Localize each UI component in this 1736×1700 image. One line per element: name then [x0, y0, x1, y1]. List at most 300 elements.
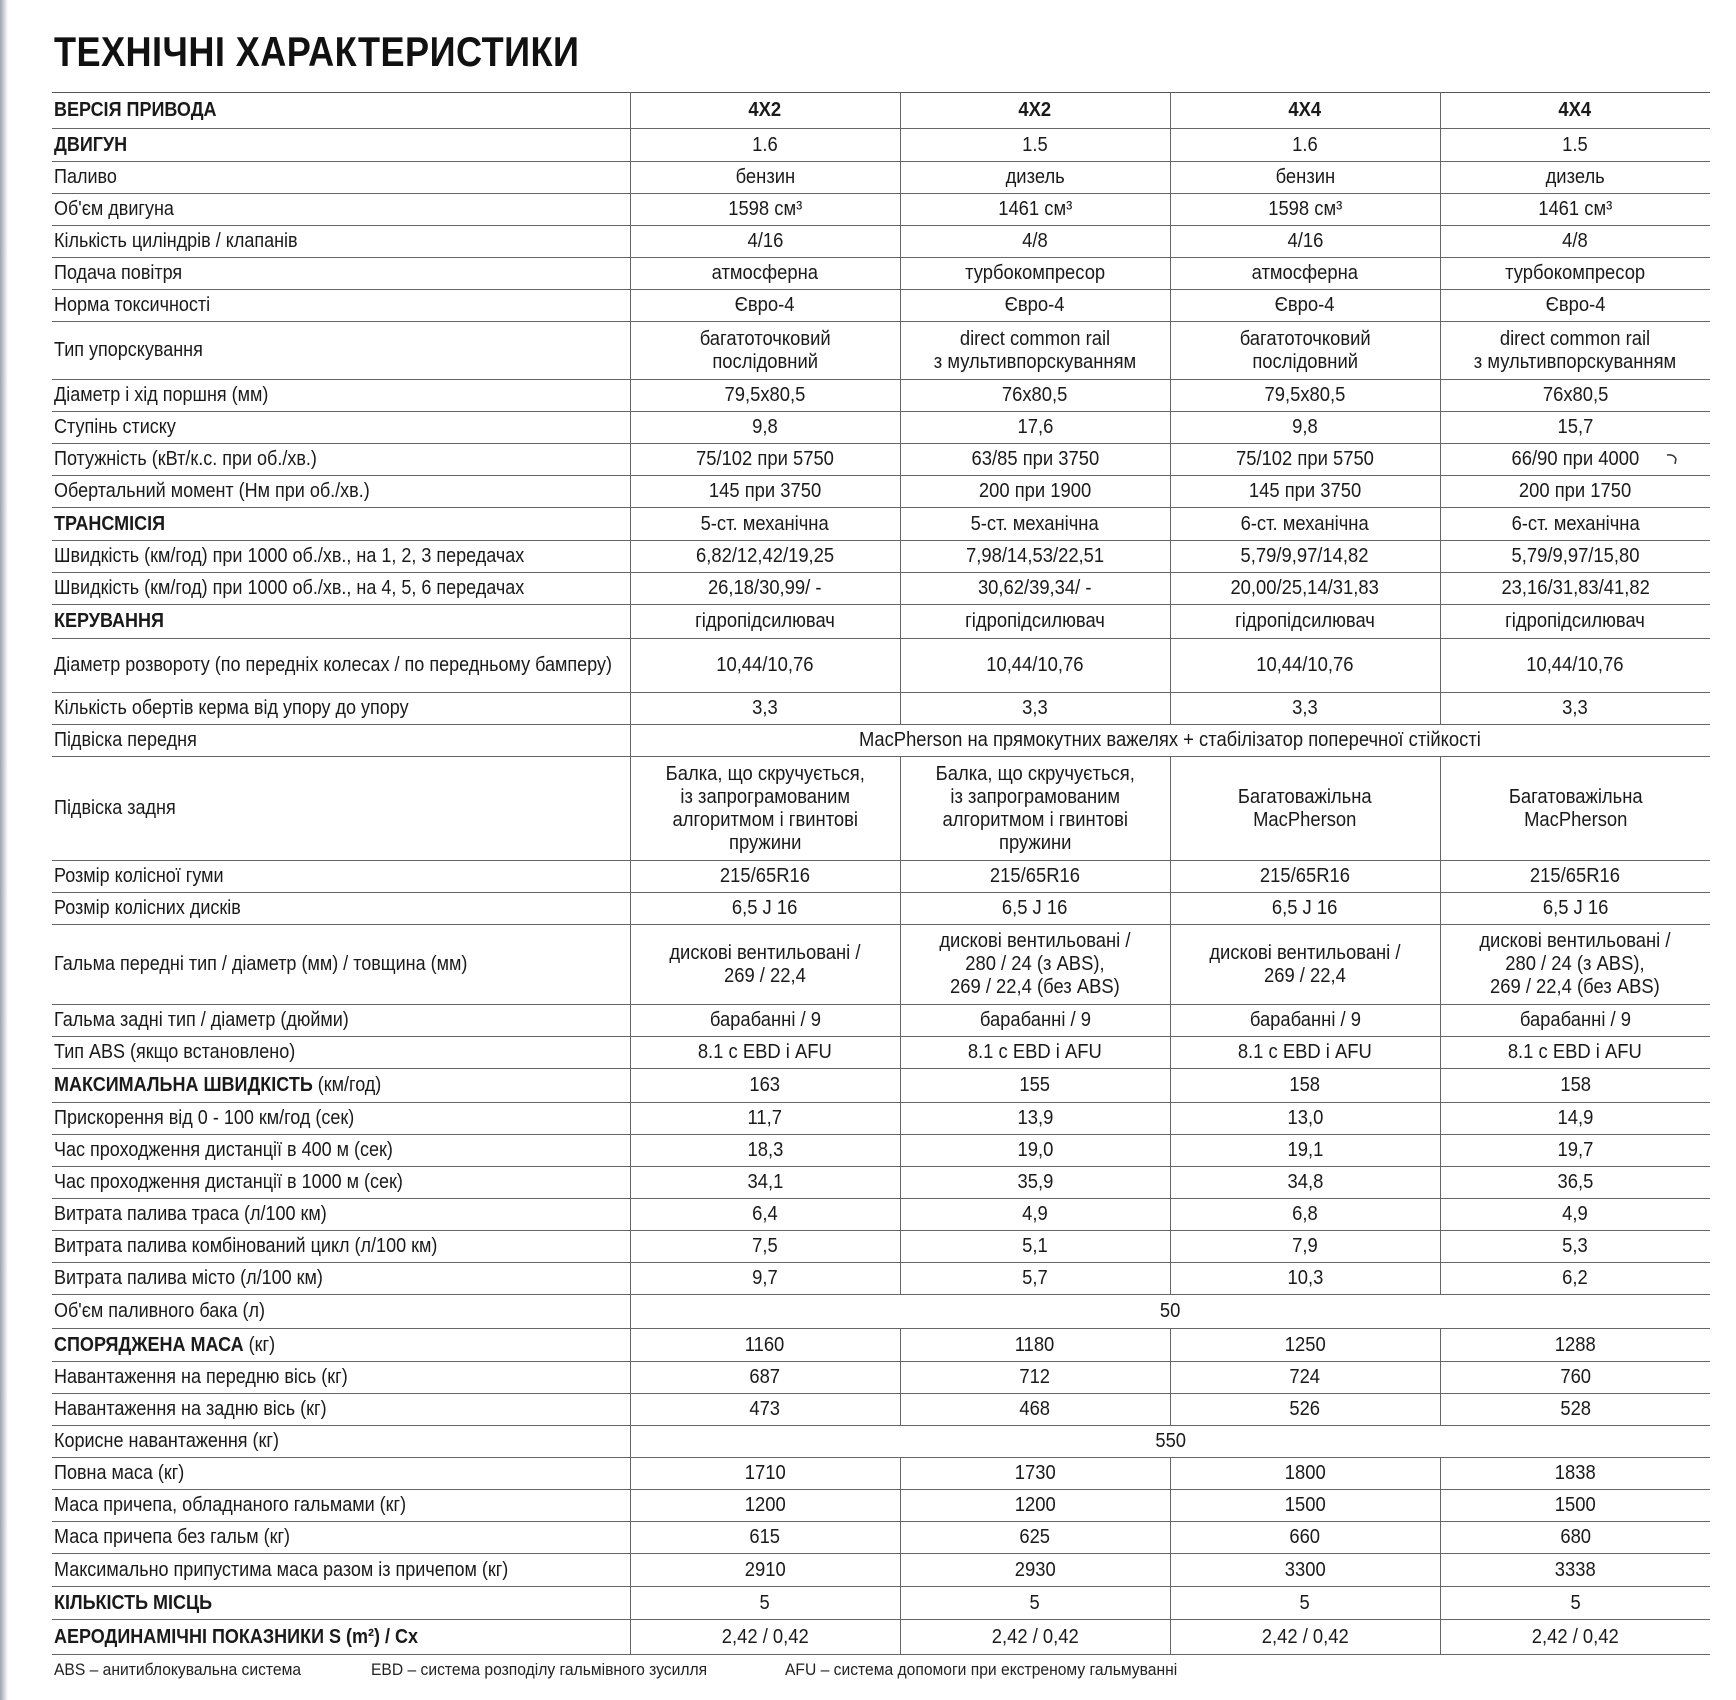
spec-value-text: 1730: [1014, 1462, 1056, 1484]
spec-value-text: дискові вентильовані / 269 / 22,4: [669, 941, 861, 987]
spec-value-text: 1.5: [1562, 133, 1589, 156]
spec-value-text: 15,7: [1557, 416, 1594, 438]
spec-value-text: дизель: [1545, 166, 1605, 188]
spec-row: [52, 1522, 1710, 1554]
spec-value: [900, 1329, 1170, 1362]
spec-row: [52, 93, 1710, 129]
spec-label: [52, 1362, 630, 1394]
spec-value-text: MacPherson на прямокутних важелях + стабілізатор поперечної стійкості: [859, 729, 1482, 751]
spec-label-text: Тип упорскування: [54, 339, 203, 361]
spec-label-text: Підвіска задня: [54, 797, 176, 819]
spec-value: [1440, 322, 1710, 380]
spec-value-text: 19,0: [1017, 1139, 1053, 1161]
spec-value-text: 473: [749, 1398, 781, 1420]
spec-value-text: 1838: [1554, 1462, 1596, 1484]
spec-value-text: 4X4: [1558, 99, 1592, 121]
spec-value-text: 2930: [1014, 1558, 1056, 1581]
spec-value: [630, 1263, 900, 1295]
spec-label-text: Навантаження на задню вісь (кг): [54, 1398, 327, 1420]
spec-value: [1170, 639, 1440, 693]
spec-value-text: 680: [1559, 1526, 1591, 1548]
spec-value-text: багатоточковий послідовний: [699, 327, 831, 373]
pen-mark-icon: [1666, 452, 1680, 466]
spec-label-group: [54, 1334, 275, 1357]
spec-value: [630, 605, 900, 639]
spec-value: [1440, 1103, 1710, 1135]
spec-value-text: Багатоважільна MacPherson: [1508, 785, 1643, 831]
spec-value: [1170, 322, 1440, 380]
spec-value-text: 158: [1559, 1074, 1591, 1096]
spec-row: [52, 1426, 1710, 1458]
spec-label-text: КЕРУВАННЯ: [54, 610, 164, 632]
spec-label: [52, 861, 630, 893]
spec-value: [1440, 573, 1710, 605]
spec-value-text: 5: [1029, 1591, 1041, 1614]
spec-value: [630, 541, 900, 573]
spec-value: [1440, 226, 1710, 258]
spec-value-text: 50: [1160, 1300, 1181, 1322]
spec-value: [1170, 1199, 1440, 1231]
spec-value: [1170, 573, 1440, 605]
spec-value-text: 10,44/10,76: [1256, 654, 1354, 676]
spec-label-text: Потужність (кВт/к.с. при об./хв.): [54, 448, 317, 470]
spec-value: [1440, 508, 1710, 541]
spec-row: [52, 1135, 1710, 1167]
spec-label-text: Гальма задні тип / діаметр (дюйми): [54, 1009, 349, 1031]
spec-value-text: дискові вентильовані / 280 / 24 (з ABS), 269 / 22,4 (без ABS): [1479, 930, 1671, 998]
spec-value-text: 6-ст. механічна: [1511, 512, 1640, 535]
spec-value-text: бензин: [735, 166, 795, 188]
spec-row: [52, 1394, 1710, 1426]
spec-value-text: 7,98/14,53/22,51: [965, 545, 1105, 567]
spec-row: [52, 861, 1710, 893]
spec-row: [52, 1362, 1710, 1394]
spec-value-text: 6,82/12,42/19,25: [695, 545, 835, 567]
spec-row: [52, 1295, 1710, 1329]
spec-value-text: 13,0: [1287, 1107, 1323, 1129]
spec-label-text: Діаметр розвороту (по передніх колесах / по передньому бамперу): [54, 654, 612, 676]
spec-label-group: [54, 1074, 381, 1097]
spec-value-text: 200 при 1750: [1519, 480, 1632, 502]
spec-value: [1440, 925, 1710, 1005]
spec-row: [52, 541, 1710, 573]
spec-value-text: 18,3: [747, 1139, 783, 1161]
spec-value: [1440, 605, 1710, 639]
spec-row: [52, 1037, 1710, 1069]
spec-value: [900, 226, 1170, 258]
spec-value-text: 79,5x80,5: [724, 384, 806, 406]
spec-value: [630, 258, 900, 290]
spec-value-text: 1.6: [752, 133, 778, 156]
spec-value: [1440, 1490, 1710, 1522]
spec-value-text: 5-ст. механічна: [700, 512, 830, 535]
spec-label-text: Розмір колісних дисків: [54, 897, 241, 919]
spec-value: [900, 1522, 1170, 1554]
spec-value-text: 4/16: [1287, 230, 1323, 252]
spec-row: [52, 476, 1710, 508]
spec-value: [900, 380, 1170, 412]
spec-value-text: 34,1: [747, 1171, 783, 1193]
spec-value: [1170, 258, 1440, 290]
spec-label: [52, 1037, 630, 1069]
spec-value: [900, 757, 1170, 861]
spec-row: [52, 893, 1710, 925]
spec-value-text: 10,44/10,76: [1526, 654, 1624, 676]
spec-value: [630, 693, 900, 725]
spec-value: [630, 861, 900, 893]
spec-label: [52, 380, 630, 412]
spec-value: [630, 925, 900, 1005]
spec-value-text: дискові вентильовані / 280 / 24 (з ABS), 269 / 22,4 (без ABS): [939, 930, 1131, 998]
spec-value: [1170, 541, 1440, 573]
spec-value-text: барабанні / 9: [1519, 1009, 1631, 1031]
spec-value: [900, 1263, 1170, 1295]
spec-value: [1440, 541, 1710, 573]
spec-label: [52, 1295, 630, 1329]
spec-value: [1170, 1522, 1440, 1554]
spec-label-text: Гальма передні тип / діаметр (мм) / товщина (мм): [54, 953, 468, 975]
spec-value: [900, 1394, 1170, 1426]
spec-value: [630, 573, 900, 605]
spec-value-text: Євро-4: [1005, 294, 1065, 316]
spec-label: [52, 1458, 630, 1490]
spec-value: [1170, 1037, 1440, 1069]
spec-value: [900, 639, 1170, 693]
spec-value: [900, 573, 1170, 605]
spec-value-text: 2,42 / 0,42: [1261, 1625, 1349, 1648]
spec-value-text: 5,79/9,97/14,82: [1241, 545, 1369, 567]
spec-value: [1440, 1522, 1710, 1554]
spec-value-text: 19,1: [1287, 1139, 1323, 1161]
spec-value: [1170, 1263, 1440, 1295]
spec-row: [52, 162, 1710, 194]
spec-value-text: 5: [1570, 1591, 1581, 1614]
spec-value-text: 3300: [1284, 1558, 1326, 1581]
spec-label: [52, 1167, 630, 1199]
spec-value: [1440, 693, 1710, 725]
spec-label-text: Норма токсичності: [54, 294, 211, 316]
spec-value-text: 1288: [1554, 1333, 1596, 1356]
spec-value-text: 1160: [745, 1333, 785, 1356]
spec-label-text: Ступінь стиску: [54, 416, 176, 438]
spec-value-text: 34,8: [1287, 1171, 1323, 1193]
spec-value: [1440, 1587, 1710, 1620]
spec-value-text: барабанні / 9: [979, 1009, 1091, 1031]
spec-value-text: 10,3: [1287, 1267, 1323, 1289]
spec-row: [52, 380, 1710, 412]
spec-value: [1170, 1554, 1440, 1587]
spec-value: [1440, 1005, 1710, 1037]
spec-label: [52, 1426, 630, 1458]
spec-value: [1170, 1069, 1440, 1103]
spec-value: [630, 639, 900, 693]
spec-value: [1440, 412, 1710, 444]
spec-value: [900, 1199, 1170, 1231]
spec-value: [1170, 1231, 1440, 1263]
spec-label: [52, 693, 630, 725]
spec-value-text: турбокомпресор: [1505, 262, 1646, 284]
spec-value-text: 8.1 с EBD і AFU: [1238, 1041, 1372, 1063]
spec-label-text: Кількість циліндрів / клапанів: [54, 230, 298, 252]
spec-value: [630, 1037, 900, 1069]
spec-value: [900, 1490, 1170, 1522]
spec-value-text: 11,7: [747, 1107, 783, 1129]
spec-value: [1170, 380, 1440, 412]
spec-label-text: Об'єм паливного бака (л): [54, 1300, 266, 1322]
spec-value: [630, 1329, 900, 1362]
spec-row: [52, 1167, 1710, 1199]
spec-row: [52, 605, 1710, 639]
spec-value: [1440, 1458, 1710, 1490]
spec-value: [630, 1135, 900, 1167]
spec-value: [1440, 194, 1710, 226]
spec-value-text: 625: [1019, 1526, 1051, 1548]
spec-value-text: 5: [1299, 1591, 1311, 1614]
spec-value-text: 3,3: [1562, 697, 1589, 719]
spec-value-text: 724: [1289, 1366, 1321, 1388]
spec-value-text: 1710: [744, 1462, 786, 1484]
spec-value-text: 3338: [1554, 1558, 1596, 1581]
spec-label-text: Підвіска передня: [54, 729, 197, 751]
spec-value-text: барабанні / 9: [709, 1009, 821, 1031]
spec-value: [630, 194, 900, 226]
spec-row: [52, 1587, 1710, 1620]
spec-value-text: 5,79/9,97/15,80: [1511, 545, 1640, 567]
spec-value: [900, 1005, 1170, 1037]
spec-value: [1440, 1394, 1710, 1426]
spec-value-text: 6,5 J 16: [732, 897, 798, 919]
spec-value: [630, 412, 900, 444]
spec-label-text: КІЛЬКІСТЬ МІСЦЬ: [54, 1591, 213, 1614]
spec-value-text: 36,5: [1557, 1171, 1594, 1193]
spec-value-text: 8.1 с EBD і AFU: [698, 1041, 832, 1063]
spec-value-text: direct common rail з мультивпорскуванням: [933, 327, 1137, 373]
spec-value: [630, 1069, 900, 1103]
spec-value-text: 8.1 с EBD і AFU: [1508, 1041, 1643, 1063]
spec-value: [1170, 861, 1440, 893]
spec-value-text: 158: [1289, 1074, 1321, 1096]
spec-label-text: Час проходження дистанції в 400 м (сек): [54, 1139, 393, 1161]
spec-value: [630, 508, 900, 541]
spec-value-text: гідропідсилювач: [1505, 610, 1646, 632]
spec-value: [630, 162, 900, 194]
spec-value: [1170, 1167, 1440, 1199]
spec-value-text: 13,9: [1017, 1107, 1053, 1129]
spec-label-text: Витрата палива місто (л/100 км): [54, 1267, 323, 1289]
spec-value: [1440, 893, 1710, 925]
spec-value: [630, 757, 900, 861]
spec-label: [52, 757, 630, 861]
spec-value: [630, 1458, 900, 1490]
spec-value-text: 7,9: [1292, 1235, 1318, 1257]
spec-label-text: Витрата палива траса (л/100 км): [54, 1203, 327, 1225]
spec-value: [900, 1587, 1170, 1620]
spec-value: [1170, 162, 1440, 194]
spec-value-text: 4X2: [1018, 99, 1052, 121]
spec-value-text: 6,4: [752, 1203, 778, 1225]
spec-row: [52, 1620, 1710, 1655]
spec-value: [1170, 1587, 1440, 1620]
spec-value: [630, 893, 900, 925]
spec-label: [52, 1103, 630, 1135]
spec-row: [52, 508, 1710, 541]
spec-value: [900, 476, 1170, 508]
spec-value: [900, 1231, 1170, 1263]
spec-value-text: барабанні / 9: [1249, 1009, 1361, 1031]
spec-value: [1440, 639, 1710, 693]
spec-value-text: Євро-4: [735, 294, 795, 316]
spec-value: [900, 1362, 1170, 1394]
spec-value: [1440, 1037, 1710, 1069]
spec-value: [900, 1069, 1170, 1103]
spec-value: [1170, 476, 1440, 508]
spec-row: [52, 1069, 1710, 1103]
spec-value: [1440, 1199, 1710, 1231]
spec-value-text: 8.1 с EBD і AFU: [968, 1041, 1102, 1063]
spec-label: [52, 1620, 630, 1655]
spec-value: [630, 290, 900, 322]
spec-value-text: 3,3: [752, 697, 778, 719]
spec-row: [52, 290, 1710, 322]
footnote-ebd: EBD – система розподілу гальмівного зусилля: [371, 1660, 708, 1679]
spec-value: [900, 508, 1170, 541]
spec-label: [52, 1005, 630, 1037]
spec-value-text: 550: [1154, 1430, 1186, 1452]
spec-value-text: 1500: [1284, 1494, 1326, 1516]
spec-value-text: 1250: [1284, 1333, 1326, 1356]
spec-value-merged: [630, 1295, 1710, 1329]
spec-value-text: 215/65R16: [1530, 865, 1621, 887]
spec-label: [52, 541, 630, 573]
spec-value: [630, 1231, 900, 1263]
spec-value-text: 4,9: [1562, 1203, 1589, 1225]
spec-value-text: Євро-4: [1545, 294, 1606, 316]
spec-value: [1440, 757, 1710, 861]
spec-value: [1170, 693, 1440, 725]
spec-value: [900, 861, 1170, 893]
spec-value-text: 3,3: [1022, 697, 1048, 719]
spec-row: [52, 129, 1710, 162]
spec-value-merged: [630, 1426, 1710, 1458]
spec-value-text: 2,42 / 0,42: [991, 1625, 1079, 1648]
spec-value-text: 2,42 / 0,42: [721, 1625, 809, 1648]
spec-row: [52, 258, 1710, 290]
spec-value: [1170, 226, 1440, 258]
spec-label-text: ВЕРСІЯ ПРИВОДА: [54, 99, 217, 121]
spec-label: [52, 508, 630, 541]
spec-value: [900, 925, 1170, 1005]
spec-value: [630, 444, 900, 476]
spec-value: [1170, 194, 1440, 226]
spec-value: [1440, 380, 1710, 412]
spec-value: [1170, 508, 1440, 541]
spec-value-text: 17,6: [1017, 416, 1053, 438]
spec-row: [52, 757, 1710, 861]
spec-row: [52, 322, 1710, 380]
spec-label-text: Маса причепа без гальм (кг): [54, 1526, 291, 1548]
spec-value-text: 712: [1019, 1366, 1051, 1388]
spec-label: [52, 290, 630, 322]
spec-value: [630, 226, 900, 258]
spec-value: [900, 693, 1170, 725]
spec-label: [52, 322, 630, 380]
spec-value-text: 5,3: [1562, 1235, 1589, 1257]
spec-row: [52, 1458, 1710, 1490]
spec-value: [630, 476, 900, 508]
spec-value: [1440, 162, 1710, 194]
specs-table: [52, 92, 1710, 1655]
footnote-afu: AFU – система допомоги при екстреному гальмуванні: [785, 1660, 1178, 1679]
spec-row: [52, 1231, 1710, 1263]
spec-label: [52, 1522, 630, 1554]
spec-value-text: 3,3: [1292, 697, 1318, 719]
spec-value: [900, 93, 1170, 129]
spec-value: [900, 1458, 1170, 1490]
spec-value: [630, 322, 900, 380]
spec-label: [52, 129, 630, 162]
spec-value-text: 6-ст. механічна: [1240, 512, 1370, 535]
spec-value: [630, 1005, 900, 1037]
spec-label: [52, 476, 630, 508]
spec-value: [1170, 1394, 1440, 1426]
spec-label-text: Паливо: [54, 166, 117, 188]
spec-value-text: 5-ст. механічна: [970, 512, 1100, 535]
spec-value-text: Балка, що скручується, із запрограмованим алгоритмом і гвинтові пружини: [935, 762, 1135, 854]
spec-value: [1170, 757, 1440, 861]
spec-value-text: турбокомпресор: [964, 262, 1106, 284]
spec-row: [52, 412, 1710, 444]
spec-label: [52, 1554, 630, 1587]
spec-label: [52, 162, 630, 194]
spec-value: [1440, 93, 1710, 129]
spec-value-text: 5,7: [1022, 1267, 1048, 1289]
spec-row: [52, 1199, 1710, 1231]
spec-label: [52, 1587, 630, 1620]
spec-value-text: 200 при 1900: [978, 480, 1092, 502]
spec-value: [900, 1167, 1170, 1199]
spec-label-text: Навантаження на передню вісь (кг): [54, 1366, 348, 1388]
spec-label-text: Об'єм двигуна: [54, 198, 174, 220]
spec-value-text: 76x80,5: [1002, 384, 1068, 406]
spec-value-text: 526: [1289, 1398, 1321, 1420]
spec-value-text: 66/90 при 4000: [1511, 448, 1640, 470]
spec-value: [900, 162, 1170, 194]
spec-value-text: 1461 см³: [1538, 198, 1613, 220]
spec-label: [52, 893, 630, 925]
spec-value-text: дизель: [1005, 166, 1065, 188]
spec-value-text: дискові вентильовані / 269 / 22,4: [1209, 941, 1401, 987]
spec-value-text: 76x80,5: [1542, 384, 1608, 406]
spec-row: [52, 1103, 1710, 1135]
spec-value: [1440, 1135, 1710, 1167]
spec-value-merged: [630, 725, 1710, 757]
spec-value-text: direct common rail з мультивпорскуванням: [1474, 327, 1677, 373]
spec-value: [630, 1490, 900, 1522]
spec-value-text: 155: [1019, 1074, 1051, 1096]
spec-value-text: атмосферна: [1251, 262, 1359, 284]
spec-value: [1440, 1554, 1710, 1587]
spec-label: [52, 639, 630, 693]
spec-value: [630, 1394, 900, 1426]
spec-row: [52, 194, 1710, 226]
spec-value-text: 6,5 J 16: [1272, 897, 1338, 919]
spec-value: [1170, 1620, 1440, 1655]
spec-label-text: Швидкість (км/год) при 1000 об./хв., на 1, 2, 3 передачах: [54, 545, 525, 567]
spec-label-text: Максимально припустима маса разом із причепом (кг): [54, 1558, 509, 1581]
spec-value: [1170, 1103, 1440, 1135]
spec-value-text: 75/102 при 5750: [1236, 448, 1374, 470]
spec-value: [900, 1037, 1170, 1069]
